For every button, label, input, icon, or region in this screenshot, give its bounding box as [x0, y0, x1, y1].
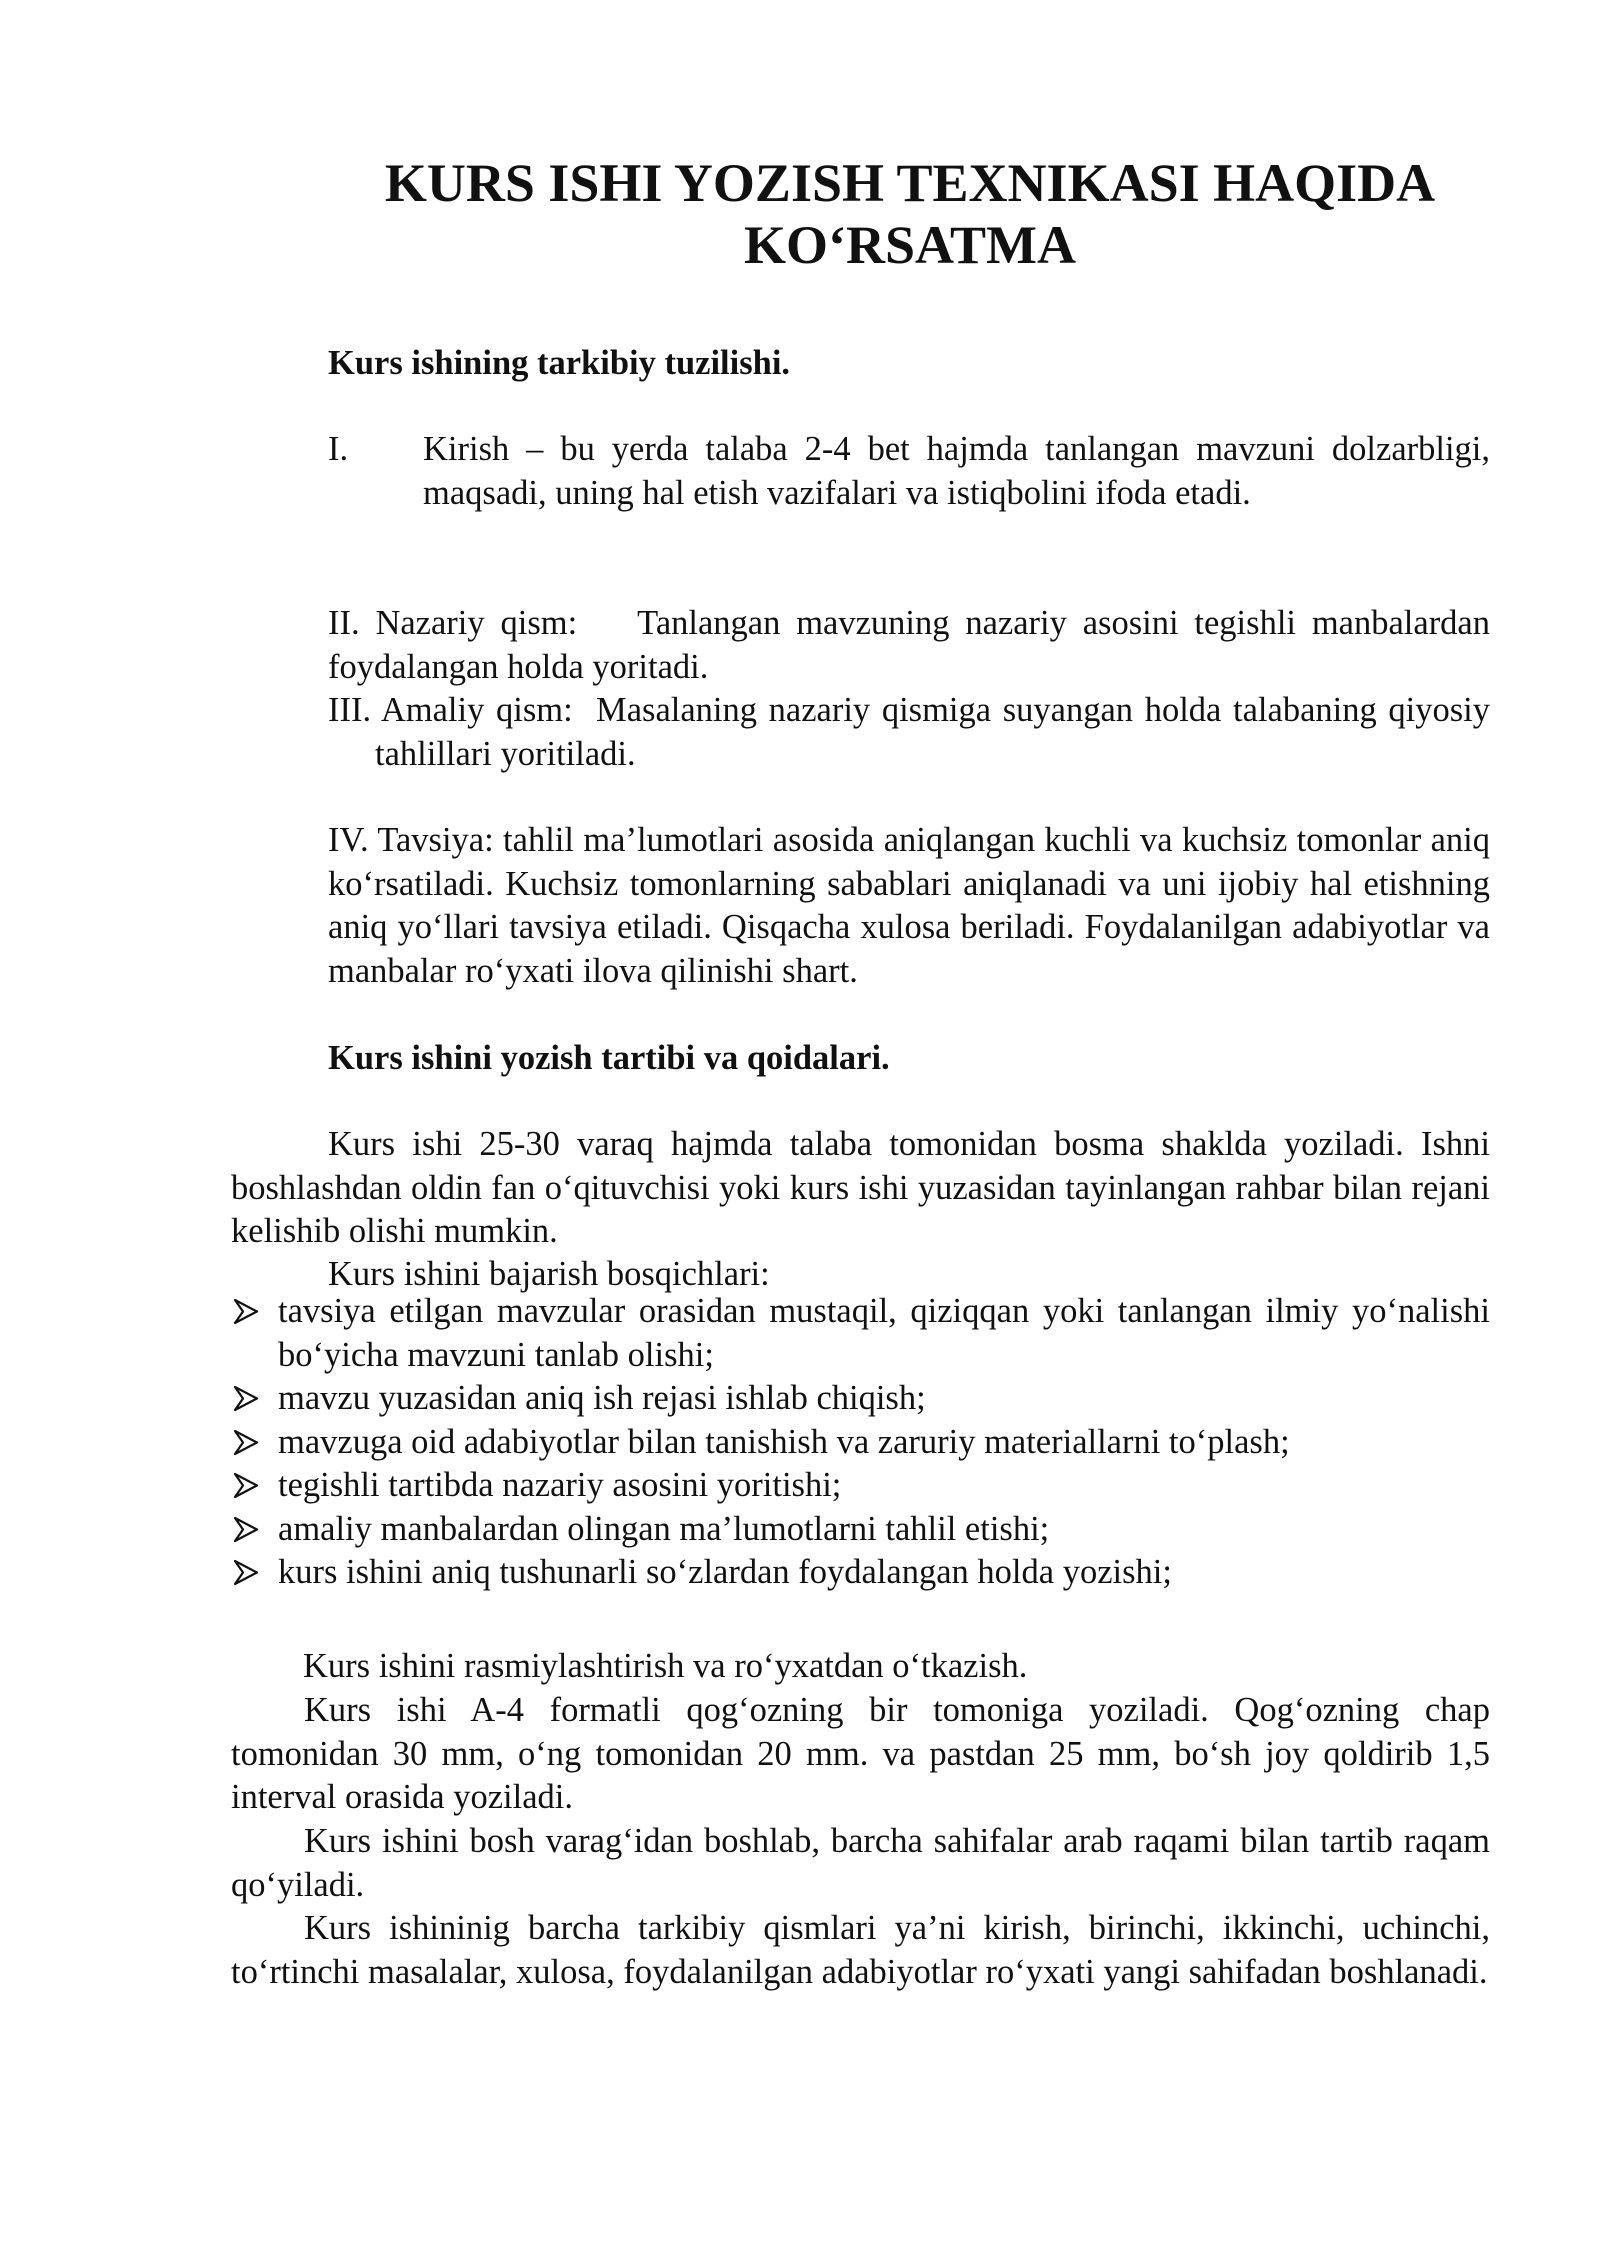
- structure-item-1: [328, 428, 1490, 515]
- document-title: [330, 152, 1490, 276]
- structure-item-4: IV. Tavsiya: tahlil ma’lumotlari asosida aniqlangan kuchli va kuchsiz tomonlar aniq ko‘rsatiladi. Kuchsiz tomonlarning sabablari aniqlanadi va uni ijobiy hal etishning aniq yo‘llari tavsiya etiladi. Qisqacha xulosa beriladi. Foydalanilgan adabiyotlar va manbalar ro‘yxati ilova qilinishi shart.: [328, 821, 1490, 990]
- stage-list-item: [232, 1421, 1490, 1465]
- section-heading-structure: Kurs ishining tarkibiy tuzilishi.: [328, 344, 791, 382]
- stage-list-item: [232, 1377, 1490, 1421]
- structure-item-2-text: Tanlangan mavzuning nazariy asosini tegishli manbalardan foydalangan holda yoritadi.: [328, 604, 1490, 686]
- arrowhead-bullet-icon: [232, 1290, 262, 1333]
- arrowhead-bullet-icon: [232, 1464, 262, 1507]
- stage-text: kurs ishini aniq tushunarli so‘zlardan foydalangan holda yozishi;: [278, 1553, 1172, 1591]
- stages-label: Kurs ishini bajarish bosqichlari:: [328, 1255, 770, 1293]
- arrowhead-bullet-icon: [232, 1377, 262, 1420]
- format-paragraph: Kurs ishi A-4 formatli qog‘ozning bir tomoniga yoziladi. Qog‘ozning chap tomonidan 30 mm, o‘ng tomonidan 20 mm. va pastdan 25 mm, bo‘sh joy qoldirib 1,5 interval orasida yoziladi.: [231, 1691, 1490, 1816]
- arrowhead-bullet-icon: [232, 1551, 262, 1594]
- rules-intro-paragraph: Kurs ishi 25-30 varaq hajmda talaba tomonidan bosma shaklda yoziladi. Ishni boshlashdan oldin fan o‘qituvchisi yoki kurs ishi yuzasidan tayinlangan rahbar bilan rejani kelishib olishi mumkin.: [231, 1125, 1490, 1250]
- numbering-paragraph: Kurs ishini bosh varag‘idan boshlab, barcha sahifalar arab raqami bilan tartib raqam qo‘yiladi.: [231, 1822, 1490, 1904]
- title-line-1: KURS ISHI YOZISH TEXNIKASI HAQIDA: [384, 153, 1436, 213]
- stage-text: tegishli tartibda nazariy asosini yoritishi;: [278, 1466, 842, 1504]
- stage-text: mavzuga oid adabiyotlar bilan tanishish va zaruriy materiallarni to‘plash;: [278, 1422, 1290, 1461]
- structure-item-2-label: II. Nazariy qism:: [328, 604, 578, 642]
- structure-item-2: [328, 602, 1490, 689]
- stages-list: [232, 1290, 1490, 1595]
- structure-item-1-label: I.: [328, 430, 349, 468]
- arrowhead-bullet-icon: [232, 1421, 262, 1464]
- structure-item-3: [328, 689, 1490, 776]
- structure-item-3-label: III. Amaliy qism:: [328, 691, 573, 729]
- registration-heading: Kurs ishini rasmiylashtirish va ro‘yxatdan o‘tkazish.: [303, 1647, 1028, 1685]
- arrowhead-bullet-icon: [232, 1508, 262, 1551]
- stage-list-item: [232, 1464, 1490, 1508]
- stage-list-item: [232, 1508, 1490, 1552]
- section-heading-rules: Kurs ishini yozish tartibi va qoidalari.: [328, 1039, 890, 1077]
- structure-item-1-text: Kirish – bu yerda talaba 2-4 bet hajmda tanlangan mavzuni dolzarbligi, maqsadi, uning hal etish vazifalari va istiqbolini ifoda etadi.: [423, 430, 1490, 512]
- title-line-2: KO‘RSATMA: [744, 215, 1076, 275]
- structure-item-3-text: Masalaning nazariy qismiga suyangan holda talabaning qiyosiy tahlillari yoritiladi.: [375, 691, 1490, 773]
- stage-text: tavsiya etilgan mavzular orasidan mustaqil, qiziqqan yoki tanlangan ilmiy yo‘nalishi bo‘yicha mavzuni tanlab olishi;: [278, 1292, 1490, 1374]
- stage-text: mavzu yuzasidan aniq ish rejasi ishlab chiqish;: [278, 1379, 926, 1417]
- sections-paragraph: Kurs ishininig barcha tarkibiy qismlari ya’ni kirish, birinchi, ikkinchi, uchinchi, to‘rtinchi masalalar, xulosa, foydalanilgan adabiyotlar ro‘yxati yangi sahifadan boshlanadi.: [231, 1909, 1490, 1991]
- stage-list-item: [232, 1551, 1490, 1595]
- stage-list-item: [232, 1290, 1490, 1377]
- stage-text: amaliy manbalardan olingan ma’lumotlarni tahlil etishi;: [278, 1509, 1050, 1548]
